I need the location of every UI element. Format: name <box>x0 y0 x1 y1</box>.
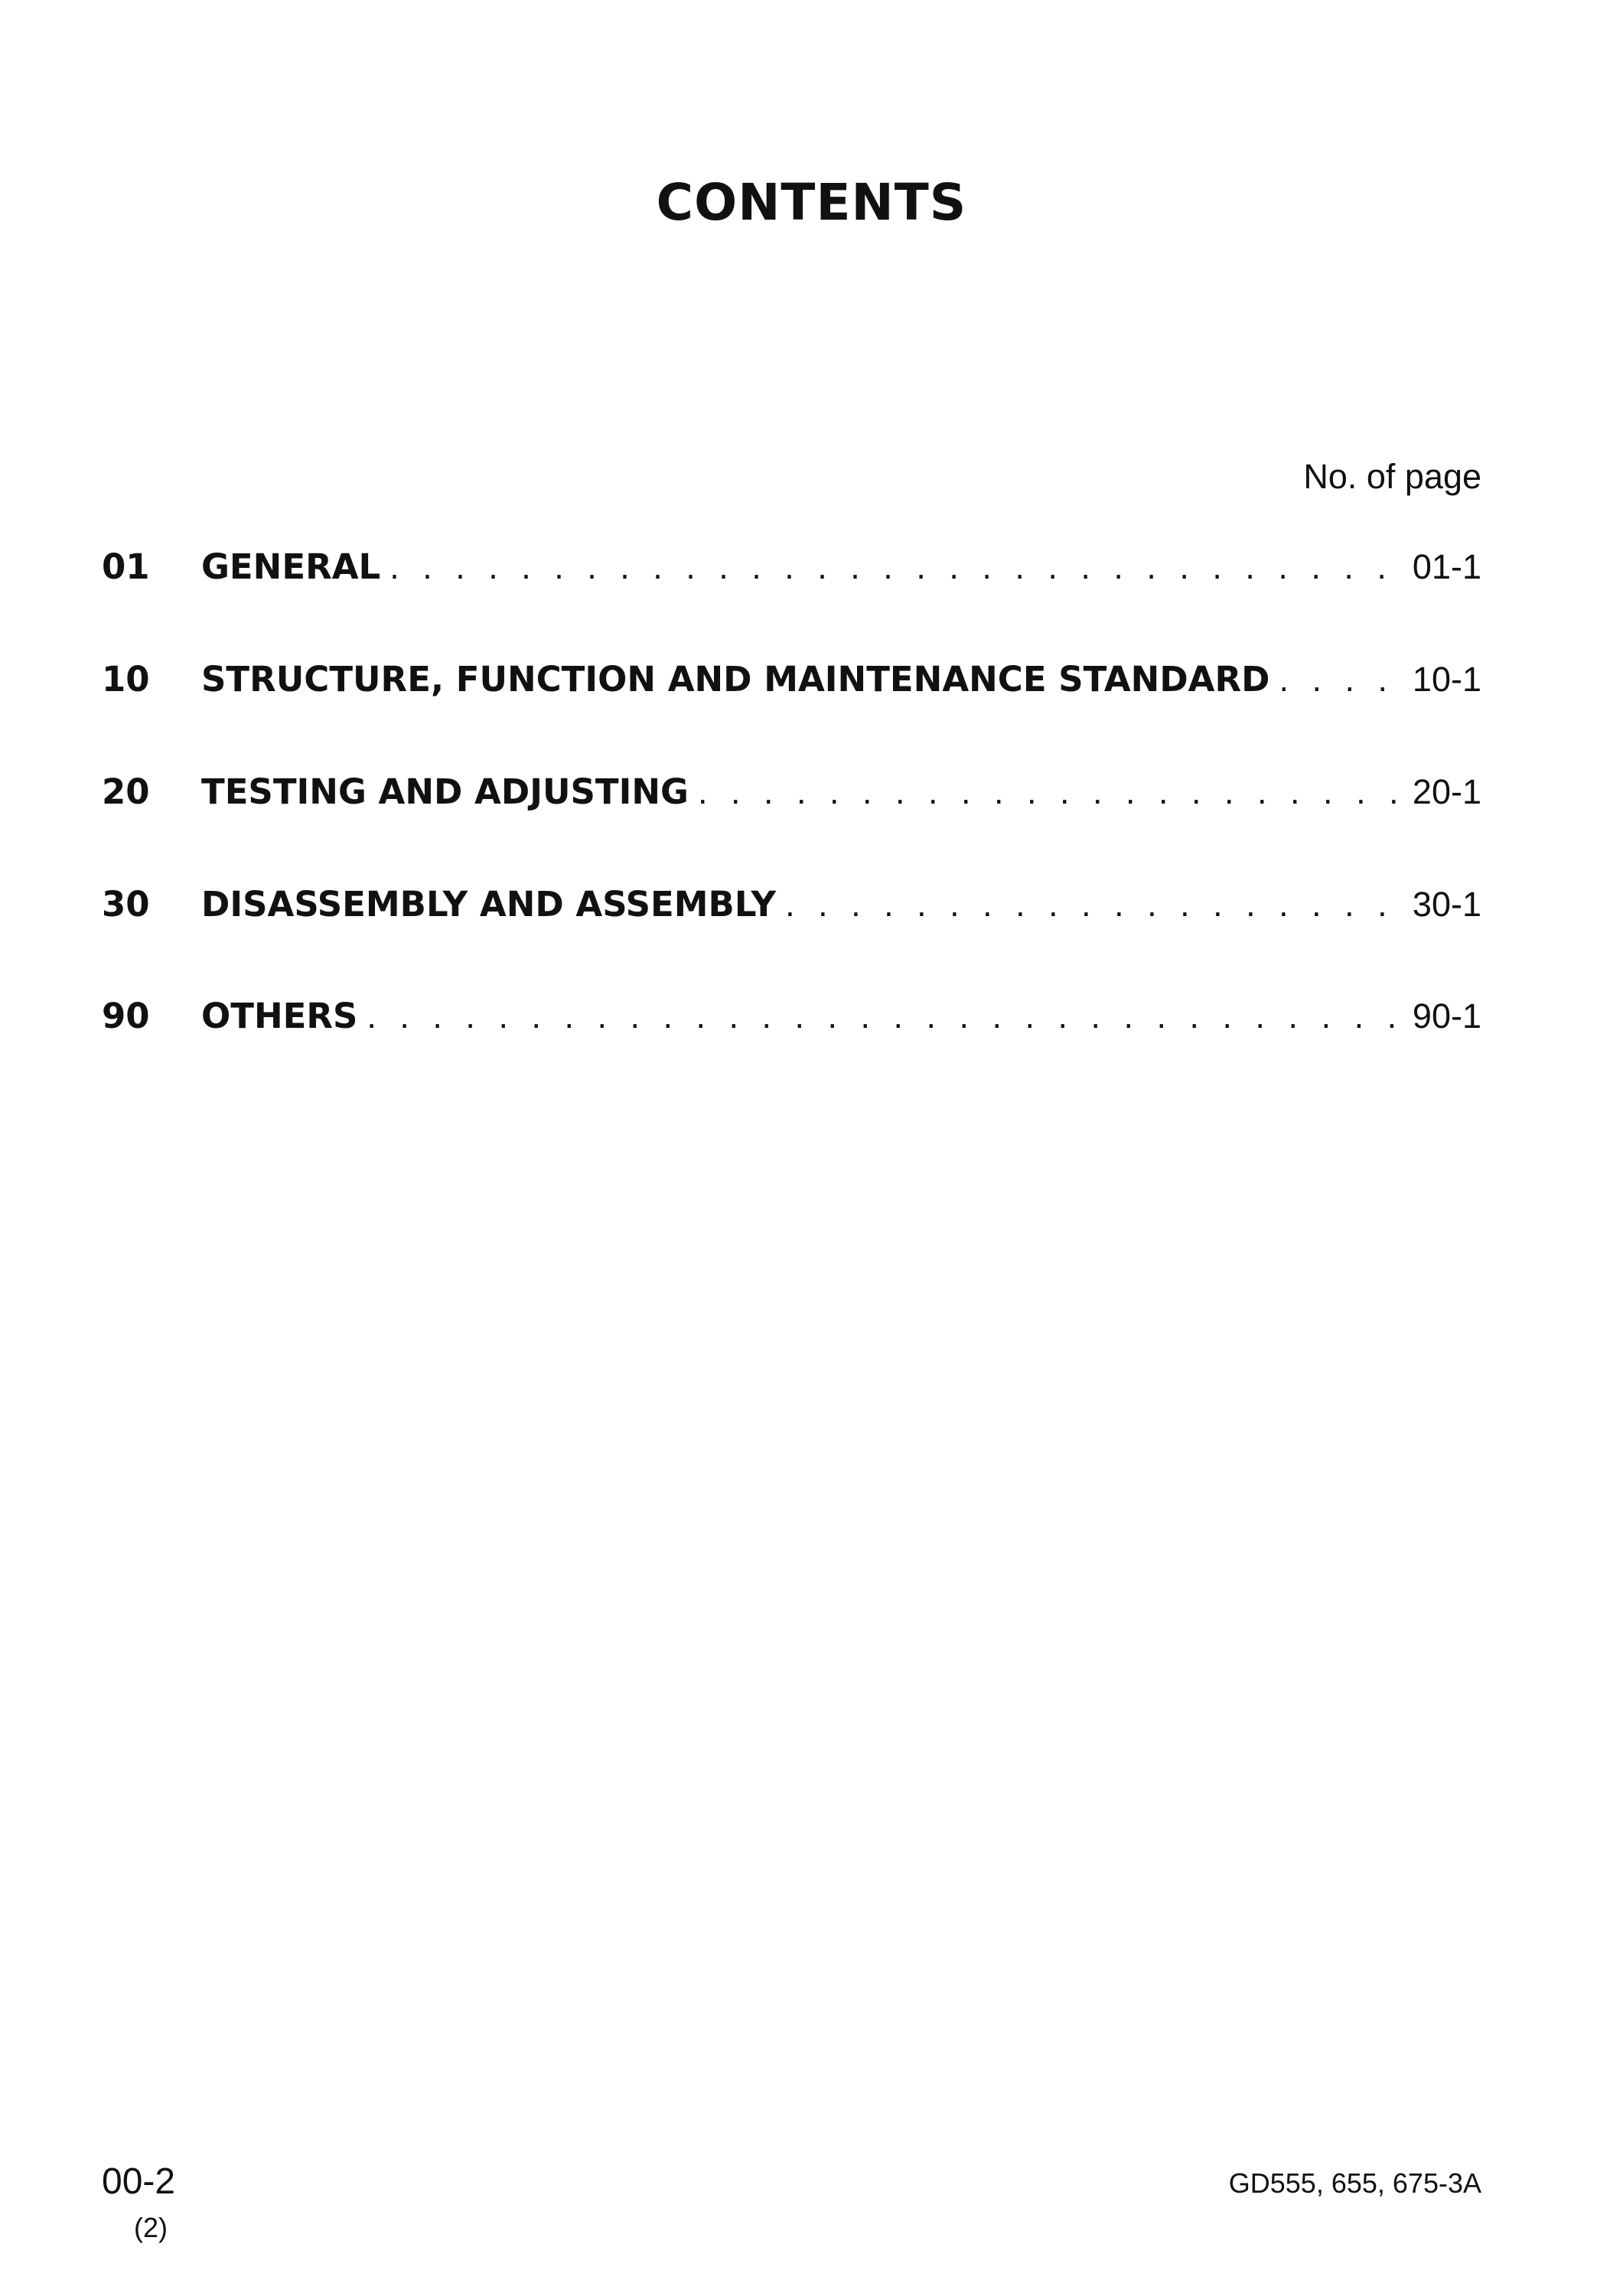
toc-section-number: 20 <box>102 771 150 812</box>
page-title: CONTENTS <box>656 173 967 232</box>
toc-entry-testing-adjusting[interactable] <box>102 771 1481 820</box>
toc-page-number: 01-1 <box>1412 547 1481 586</box>
toc-leader-dots <box>776 887 1413 921</box>
toc-entry-others[interactable] <box>102 996 1481 1045</box>
toc-entry-structure-function[interactable] <box>102 659 1481 708</box>
toc-leader-dots <box>357 999 1413 1033</box>
toc-section-number: 90 <box>102 996 150 1036</box>
toc-page-number: 20-1 <box>1412 772 1481 811</box>
toc-section-title: TESTING AND ADJUSTING <box>201 771 689 812</box>
toc-page-number: 10-1 <box>1412 660 1481 699</box>
footer-revision: (2) <box>134 2212 168 2243</box>
footer-page-number: 00-2 <box>102 2161 176 2202</box>
toc-section-title: OTHERS <box>201 996 358 1036</box>
toc-section-title: GENERAL <box>201 546 381 587</box>
toc-leader-dots <box>1270 662 1413 696</box>
toc-entry-disassembly-assembly[interactable] <box>102 884 1481 933</box>
toc-leader-dots <box>380 550 1413 584</box>
toc-leader-dots <box>689 775 1413 809</box>
page-number-column-header: No. of page <box>1303 457 1481 496</box>
toc-page-number: 90-1 <box>1412 996 1481 1035</box>
toc-entry-general[interactable] <box>102 546 1481 595</box>
toc-section-title: DISASSEMBLY AND ASSEMBLY <box>201 884 777 925</box>
toc-section-number: 10 <box>102 659 150 700</box>
toc-section-title: STRUCTURE, FUNCTION AND MAINTENANCE STANDARD <box>201 659 1270 700</box>
footer-model-designation: GD555, 655, 675-3A <box>1228 2167 1481 2199</box>
toc-section-number: 01 <box>102 546 150 587</box>
toc-section-number: 30 <box>102 884 150 925</box>
toc-page-number: 30-1 <box>1412 885 1481 924</box>
